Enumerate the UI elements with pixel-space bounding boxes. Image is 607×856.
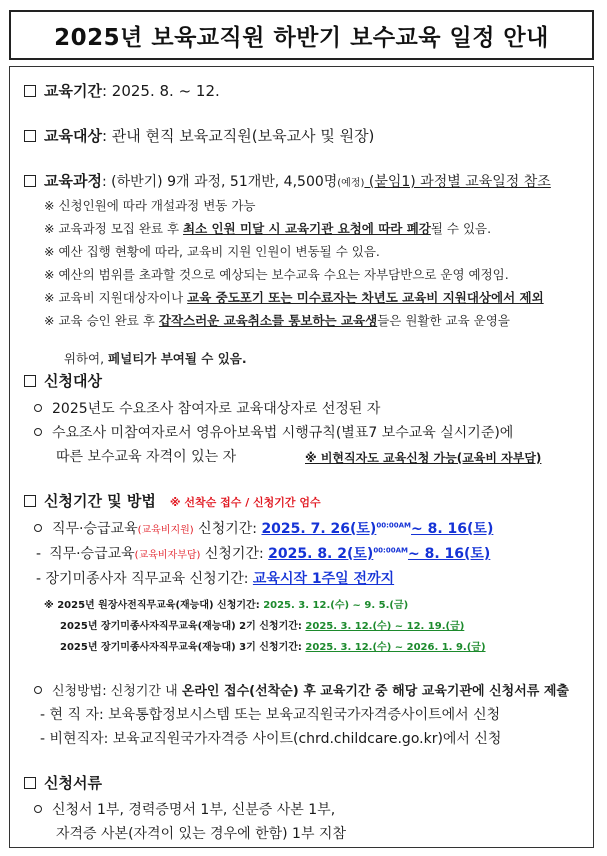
hollow-circle-icon xyxy=(34,686,42,694)
apply-method-item-1: - 현 직 자: 보육통합정보시스템 또는 보육교직원국가자격증사이트에서 신청 xyxy=(40,707,501,723)
hollow-circle-icon xyxy=(34,428,42,436)
period-value: : 2025. 8. ~ 12. xyxy=(101,82,220,100)
checkbox-square-icon xyxy=(24,375,36,387)
sub-row-3: 2025년 장기미종사자직무교육(재능대) 3기 신청기간: 2025. 3. 12.(수) ~ 2026. 1. 9.(금) xyxy=(60,642,486,653)
checkbox-square-icon xyxy=(24,175,36,187)
checkbox-square-icon xyxy=(24,130,36,142)
target-label: 교육대상 xyxy=(44,127,102,145)
section-documents: 신청서류 xyxy=(24,772,102,793)
checkbox-square-icon xyxy=(24,495,36,507)
hollow-circle-icon xyxy=(34,524,42,532)
hollow-circle-icon xyxy=(34,805,42,813)
section-apply-target: 신청대상 xyxy=(24,370,102,391)
course-note-6: ※ 교육 승인 완료 후 갑작스러운 교육취소를 통보하는 교육생들은 원활한 교육 운영을 xyxy=(44,313,510,328)
course-note-3: ※ 예산 집행 현황에 따라, 교육비 지원 인원이 변동될 수 있음. xyxy=(44,244,380,259)
documents-item-2: 자격증 사본(자격이 있는 경우에 한함) 1부 지참 xyxy=(56,826,346,842)
apply-method-item-2: - 비현직자: 보육교직원국가자격증 사이트(chrd.childcare.go.kr)에서 신청 xyxy=(40,731,502,747)
course-value-note: (예정) xyxy=(337,178,365,189)
target-value: : 관내 현직 보육교직원(보육교사 및 원장) xyxy=(101,127,375,145)
period-label: 교육기간 xyxy=(44,82,102,100)
course-label: 교육과정 xyxy=(44,172,102,190)
course-note-1: ※ 신청인원에 따라 개설과정 변동 가능 xyxy=(44,198,256,213)
apply-target-item-3: 따른 보수교육 자격이 있는 자 xyxy=(56,449,237,465)
course-value-b: (붙임1) 과정별 교육일정 참조 xyxy=(364,174,551,190)
course-note-4: ※ 예산의 범위를 초과할 것으로 예상되는 보수교육 수요는 자부담반으로 운영 예정임. xyxy=(44,267,509,282)
section-target xyxy=(24,125,374,146)
apply-target-item-2: 수요조사 미참여자로서 영유아보육법 시행규칙(별표7 보수교육 실시기준)에 xyxy=(34,422,513,442)
page-title: 2025년 보육교직원 하반기 보수교육 일정 안내 xyxy=(9,10,594,60)
section-period xyxy=(24,80,220,101)
apply-target-note: ※ 비현직자도 교육신청 가능(교육비 자부담) xyxy=(305,451,542,465)
apply-target-item-1: 2025년도 수요조사 참여자로 교육대상자로 선정된 자 xyxy=(34,398,380,418)
sub-row-2: 2025년 장기미종사자직무교육(재능대) 2기 신청기간: 2025. 3. 12.(수) ~ 12. 19.(금) xyxy=(60,621,465,632)
hollow-circle-icon xyxy=(34,404,42,412)
checkbox-square-icon xyxy=(24,85,36,97)
sub-row-1: ※ 2025년 원장사전직무교육(재능대) 신청기간: 2025. 3. 12.(수) ~ 9. 5.(금) xyxy=(44,600,409,611)
apply-method: 신청방법: 신청기간 내 온라인 접수(선착순) 후 교육기간 중 해당 교육기관에 신청서류 제출 xyxy=(34,680,569,699)
course-note-7: 위하여, 페널티가 부여될 수 있음. xyxy=(51,351,247,366)
course-value-a: : (하반기) 9개 과정, 51개반, 4,500명 xyxy=(101,174,338,190)
documents-item-1: 신청서 1부, 경력증명서 1부, 신분증 사본 1부, xyxy=(34,799,335,819)
apply-warning: ※ 선착순 접수 / 신청기간 엄수 xyxy=(169,496,321,509)
checkbox-square-icon xyxy=(24,777,36,789)
apply-row-2: - 직무·승급교육(교육비자부담) 신청기간: 2025. 8. 2(토)$^{00:00AM}$~ 8. 16(토) xyxy=(36,546,491,562)
apply-row-1: 직무·승급교육(교육비지원) 신청기간: 2025. 7. 26(토)$^{00:00AM}$~ 8. 16(토) xyxy=(34,518,493,538)
section-course xyxy=(24,170,551,191)
course-note-5: ※ 교육비 지원대상자이나 교육 중도포기 또는 미수료자는 차년도 교육비 지원대상에서 제외 xyxy=(44,290,544,305)
apply-row-long-absence: - 장기미종사자 직무교육 신청기간: 교육시작 1주일 전까지 xyxy=(36,571,395,587)
section-apply-period: 신청기간 및 방법 ※ 선착순 접수 / 신청기간 엄수 xyxy=(24,490,321,511)
course-note-2: ※ 교육과정 모집 완료 후 최소 인원 미달 시 교육기관 요청에 따라 폐강될 수 있음. xyxy=(44,221,492,236)
